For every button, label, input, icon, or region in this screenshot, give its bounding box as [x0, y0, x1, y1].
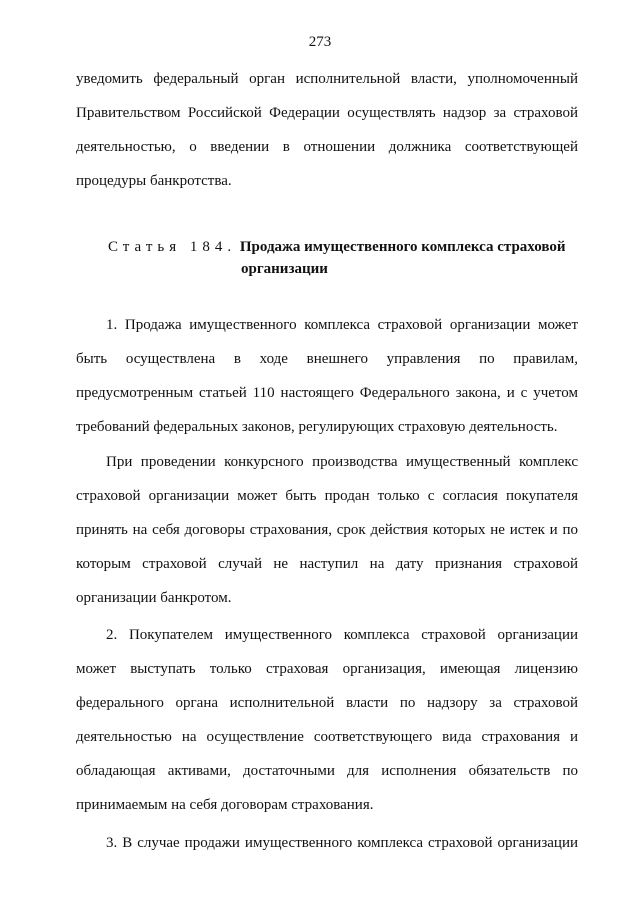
article-title-line2: организации — [241, 261, 328, 277]
page-number: 273 — [308, 34, 332, 50]
text-line: которым страховой случай не наступил на дату признания страховой — [76, 556, 578, 572]
text-line: требований федеральных законов, регулирующих страховую деятельность. — [76, 419, 558, 435]
text-line: 2. Покупателем имущественного комплекса страховой организации — [106, 627, 578, 643]
text-line: предусмотренным статьей 110 настоящего Федерального закона, и с учетом — [76, 385, 578, 401]
text-line: федерального органа исполнительной власти по надзору за страховой — [76, 695, 578, 711]
text-line: быть осуществлена в ходе внешнего управления по правилам, — [76, 351, 578, 367]
text-line: 3. В случае продажи имущественного комплекса страховой организации — [106, 835, 578, 851]
text-line: страховой организации может быть продан только с согласия покупателя — [76, 488, 578, 504]
text-line: Правительством Российской Федерации осуществлять надзор за страховой — [76, 105, 578, 121]
text-line: деятельностью, о введении в отношении должника соответствующей — [76, 139, 578, 155]
text-line: процедуры банкротства. — [76, 173, 232, 189]
text-line: принять на себя договоры страхования, срок действия которых не истек и по — [76, 522, 578, 538]
text-line: организации банкротом. — [76, 590, 232, 606]
paragraph-3 — [76, 618, 578, 822]
article-title-line1: Продажа имущественного комплекса страховой — [239, 239, 566, 255]
text-line: принимаемым на себя договорам страхования. — [76, 797, 374, 813]
paragraph-2 — [76, 445, 578, 615]
article-label: Статья 184. — [108, 239, 237, 255]
paragraph-1 — [76, 308, 578, 444]
intro-paragraph — [76, 62, 578, 198]
article-heading — [108, 236, 588, 280]
text-line: 1. Продажа имущественного комплекса страховой организации может — [106, 317, 578, 333]
text-line: обладающая активами, достаточными для исполнения обязательств по — [76, 763, 578, 779]
text-line: уведомить федеральный орган исполнительной власти, уполномоченный — [76, 71, 578, 87]
text-line: деятельностью на осуществление соответствующего вида страхования и — [76, 729, 578, 745]
text-line: может выступать только страховая организация, имеющая лицензию — [76, 661, 578, 677]
text-line: При проведении конкурсного производства имущественный комплекс — [106, 454, 578, 470]
paragraph-4 — [76, 826, 578, 860]
